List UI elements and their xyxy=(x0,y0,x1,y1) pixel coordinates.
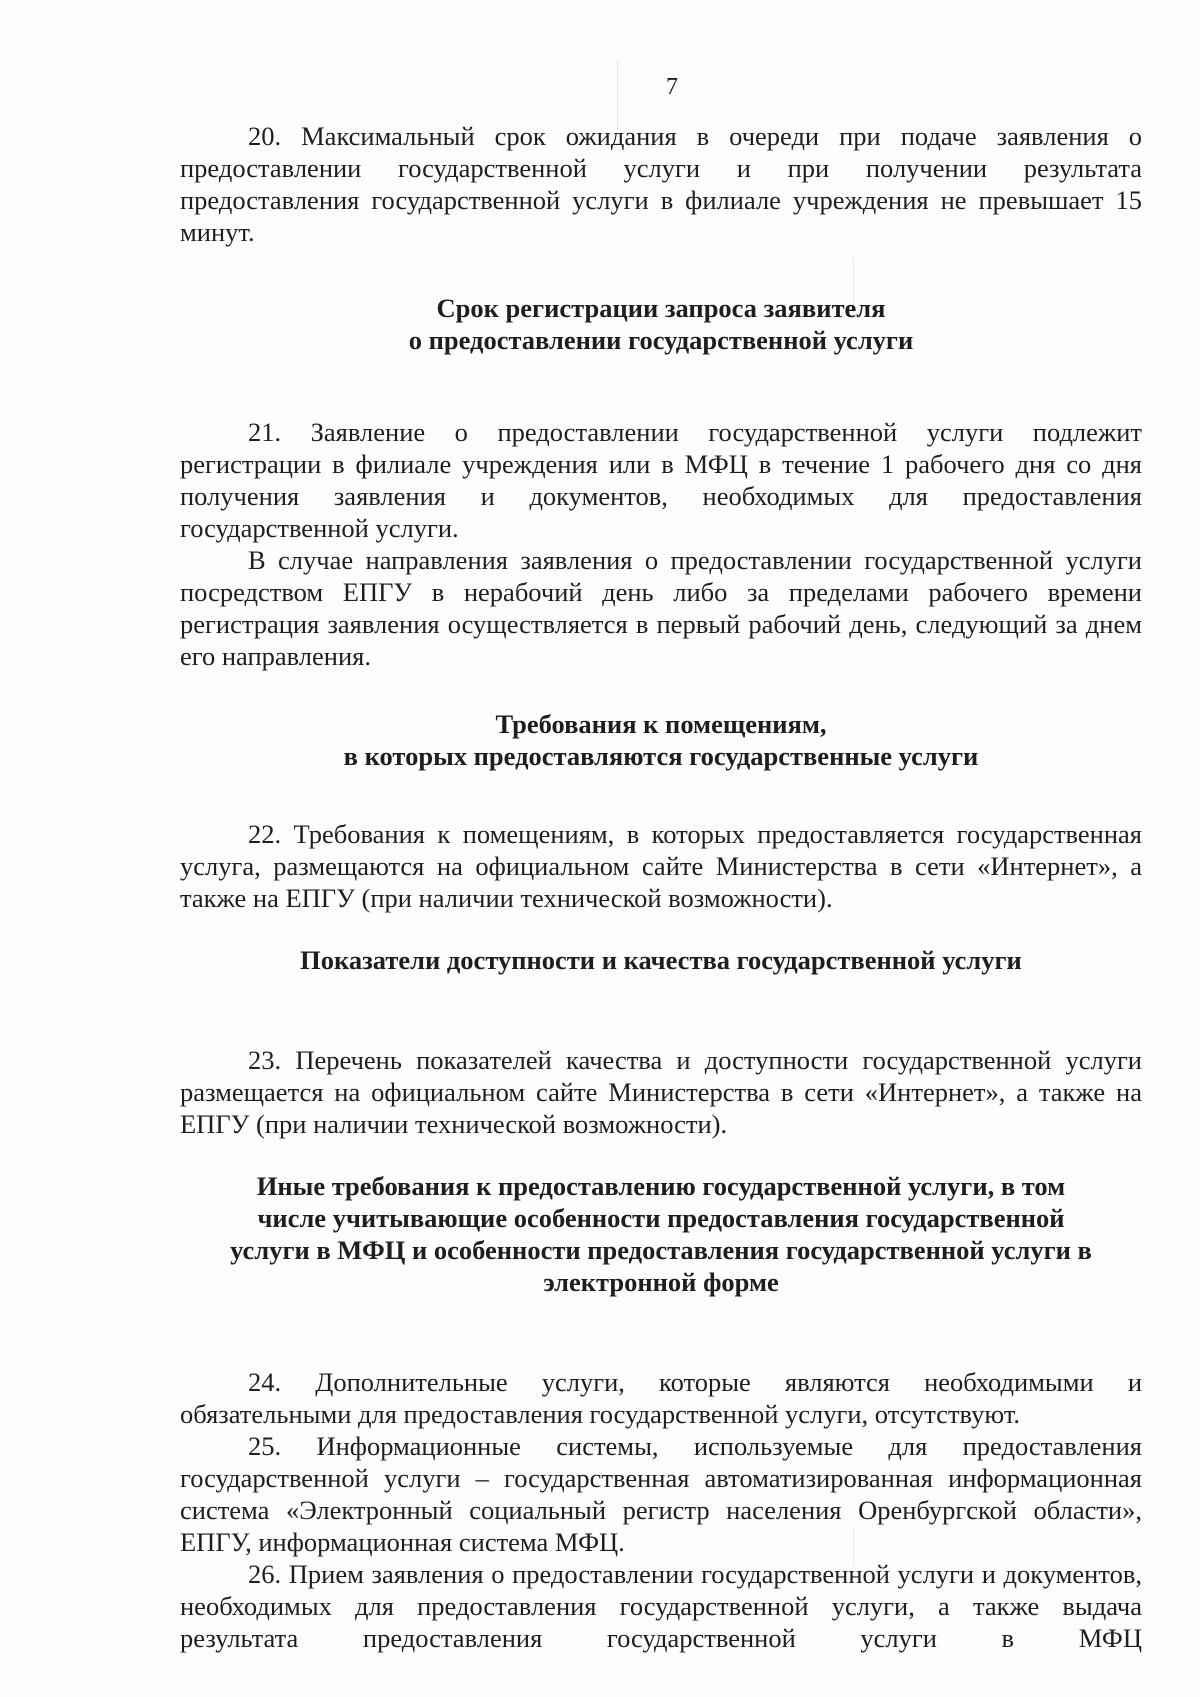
section-heading xyxy=(180,708,1142,772)
spacer xyxy=(180,794,1142,818)
paragraph: 25. Информационные системы, используемые для предоставления государственной услуги – государственная автоматизированная информационная система «Электронный социальный регистр населения Оренбургской области», ЕПГУ, информационная система МФЦ. xyxy=(180,1431,1142,1557)
document-body xyxy=(180,120,1142,1654)
spacer xyxy=(180,384,1142,416)
spacer xyxy=(180,248,1142,292)
page-number: 7 xyxy=(666,74,678,100)
heading-line: о предоставлении государственной услуги xyxy=(408,325,914,355)
spacer xyxy=(180,356,1142,384)
paragraph: В случае направления заявления о предоставлении государственной услуги посредством ЕПГУ в нерабочий день либо за пределами рабочего времени регистрация заявления осуществляется в первый рабочий день, следующий за днем его направления. xyxy=(180,545,1142,671)
heading-line: Срок регистрации запроса заявителя xyxy=(436,293,886,323)
heading-line: Требования к помещениям, xyxy=(495,709,827,739)
heading-line: услуги в МФЦ и особенности предоставления государственной услуги в xyxy=(230,1235,1092,1265)
paragraph: 20. Максимальный срок ожидания в очереди при подаче заявления о предоставлении государственной услуги и при получении результата предоставления государственной услуги в филиале учреждения не превышает 15 минут. xyxy=(180,121,1142,247)
heading-line: числе учитывающие особенности предоставления государственной xyxy=(257,1203,1065,1233)
spacer xyxy=(180,1330,1142,1366)
paragraph: 23. Перечень показателей качества и доступности государственной услуги размещается на официальном сайте Министерства в сети «Интернет», а также на ЕПГУ (при наличии технической возможности). xyxy=(180,1045,1142,1139)
section-heading xyxy=(180,292,1142,356)
spacer xyxy=(180,772,1142,794)
spacer xyxy=(180,976,1142,1010)
paragraph: 24. Дополнительные услуги, которые являются необходимыми и обязательными для предоставления государственной услуги, отсутствуют. xyxy=(180,1367,1142,1429)
spacer xyxy=(180,1010,1142,1044)
spacer xyxy=(180,914,1142,944)
section-heading xyxy=(180,944,1142,976)
paragraph: 21. Заявление о предоставлении государственной услуги подлежит регистрации в филиале учреждения или в МФЦ в течение 1 рабочего дня со дня получения заявления и документов, необходимых для предоставления государственной услуги. xyxy=(180,417,1142,543)
spacer xyxy=(180,672,1142,708)
heading-line: Показатели доступности и качества государственной услуги xyxy=(300,945,1022,975)
paragraph: 22. Требования к помещениям, в которых предоставляется государственная услуга, размещаются на официальном сайте Министерства в сети «Интернет», а также на ЕПГУ (при наличии технической возможности). xyxy=(180,819,1142,913)
heading-line: Иные требования к предоставлению государственной услуги, в том xyxy=(256,1171,1066,1201)
paragraph: 26. Прием заявления о предоставлении государственной услуги и документов, необходимых для предоставления государственной услуги, а также выдача результата предоставления государственной услуги в МФЦ xyxy=(180,1559,1142,1653)
heading-line: в которых предоставляются государственные услуги xyxy=(343,741,979,771)
spacer xyxy=(180,1298,1142,1330)
heading-line: электронной форме xyxy=(543,1267,779,1297)
section-heading xyxy=(180,1170,1142,1298)
spacer xyxy=(180,1140,1142,1170)
